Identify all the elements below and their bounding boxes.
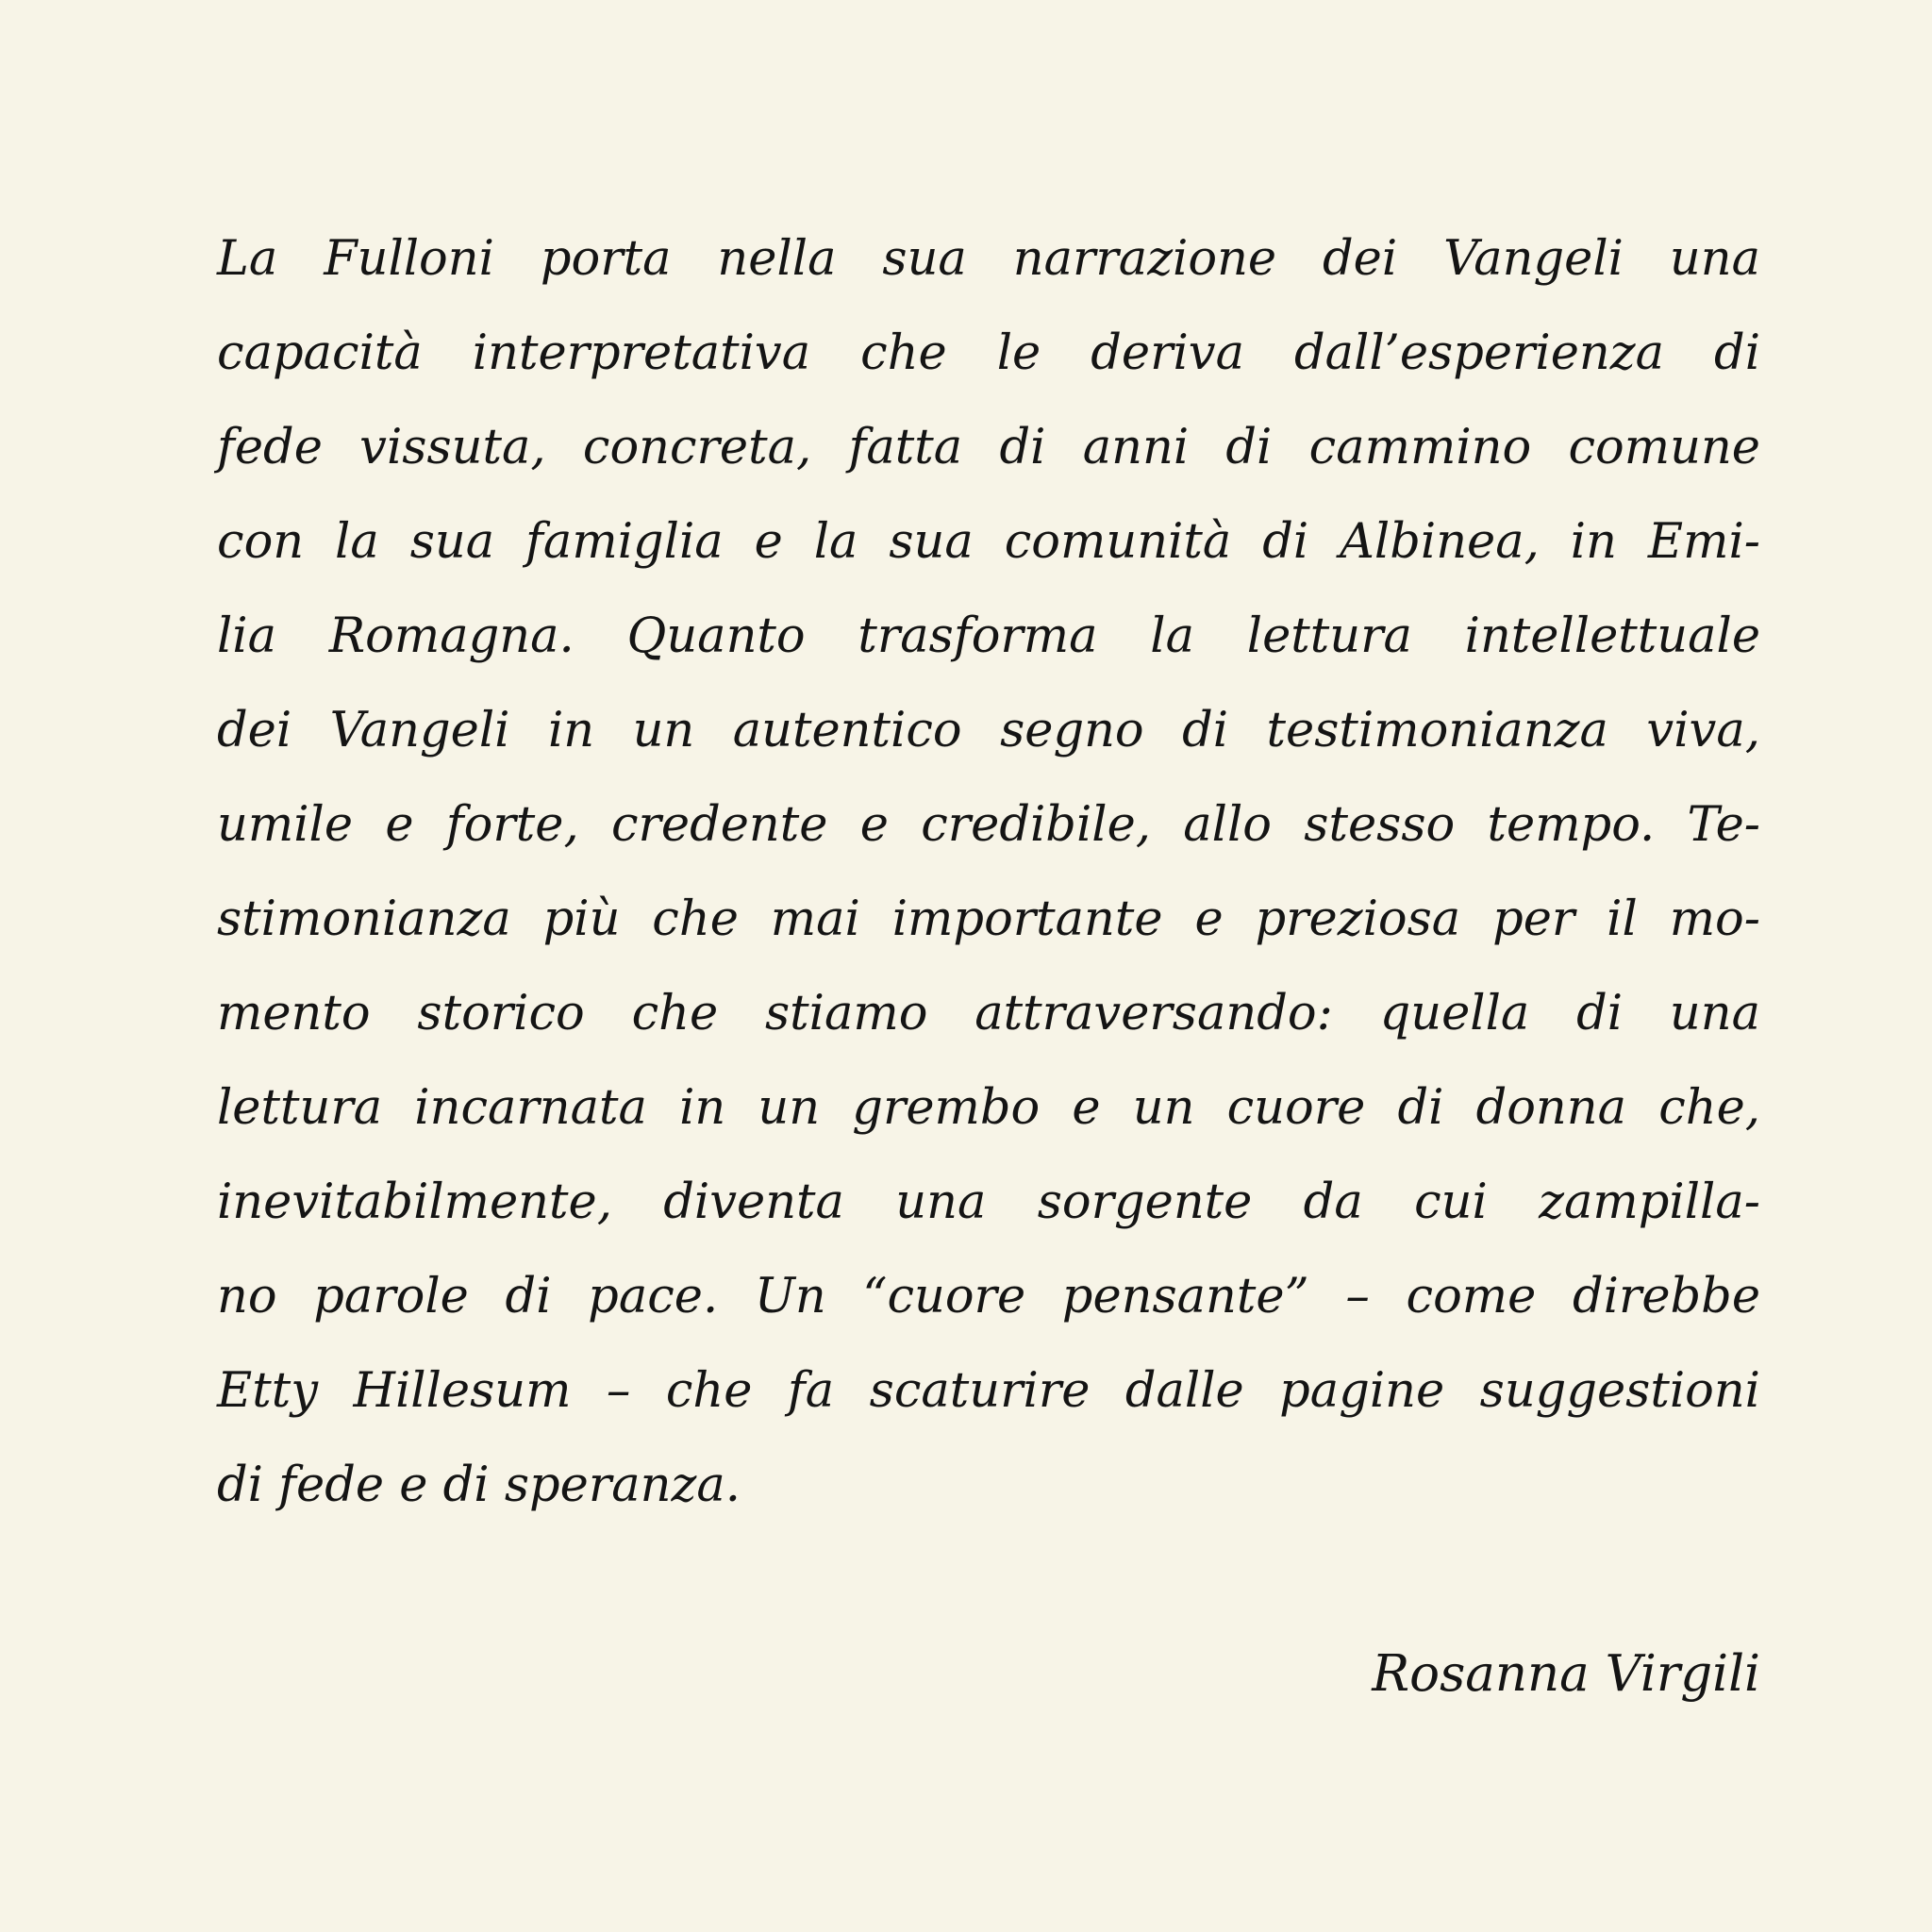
passage-line: capacità interpretativa che le deriva dall’esperienza di bbox=[217, 325, 1760, 381]
passage-line: stimonianza più che mai importante e preziosa per il mo- bbox=[217, 891, 1760, 947]
passage-line: dei Vangeli in un autentico segno di testimonianza viva, bbox=[217, 703, 1760, 758]
quote-passage bbox=[217, 225, 1760, 1545]
author-signature: Rosanna Virgili bbox=[1372, 1645, 1760, 1703]
passage-line: La Fulloni porta nella sua narrazione dei Vangeli una bbox=[217, 231, 1760, 287]
passage-line: mento storico che stiamo attraversando: quella di una bbox=[217, 986, 1760, 1041]
passage-line: fede vissuta, concreta, fatta di anni di cammino comune bbox=[217, 420, 1760, 475]
passage-line: lettura incarnata in un grembo e un cuore di donna che, bbox=[217, 1080, 1760, 1136]
passage-line: inevitabilmente, diventa una sorgente da cui zampilla- bbox=[217, 1174, 1760, 1230]
passage-line: lia Romagna. Quanto trasforma la lettura intellettuale bbox=[217, 608, 1760, 664]
passage-line: di fede e di speranza. bbox=[217, 1457, 741, 1513]
passage-line: no parole di pace. Un “cuore pensante” – come direbbe bbox=[217, 1269, 1760, 1324]
passage-line: con la sua famiglia e la sua comunità di Albinea, in Emi- bbox=[217, 514, 1760, 570]
passage-line: Etty Hillesum – che fa scaturire dalle pagine suggestioni bbox=[217, 1363, 1760, 1419]
passage-line: umile e forte, credente e credibile, allo stesso tempo. Te- bbox=[217, 797, 1760, 853]
